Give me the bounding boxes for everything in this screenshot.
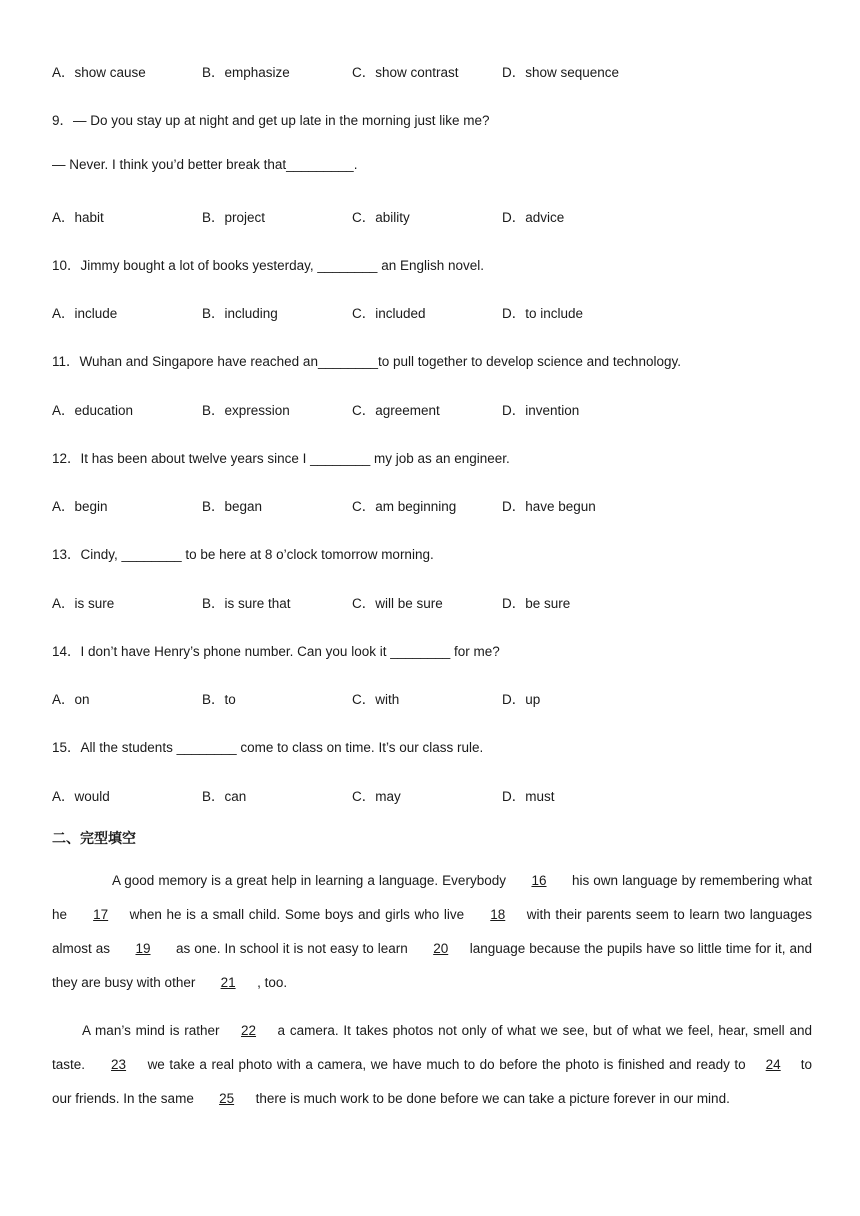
option-d: D．be sure [502, 596, 571, 611]
option-a: A．education [52, 403, 134, 418]
question-13: 13．Cindy, ________ to be here at 8 o’clock tomorrow morning. [52, 547, 434, 562]
option-c: C．may [352, 789, 401, 804]
blank-19[interactable]: 19 [135, 941, 151, 956]
blank-25[interactable]: 25 [219, 1091, 235, 1106]
option-a: A．is sure [52, 596, 115, 611]
option-a: A．begin [52, 499, 108, 514]
passage-text: his own language by remembering what he [52, 873, 812, 922]
option-b: B．can [202, 789, 247, 804]
question-12: 12．It has been about twelve years since I ________ my job as an engineer. [52, 451, 510, 466]
blank-24[interactable]: 24 [765, 1057, 781, 1072]
option-a: A．would [52, 789, 110, 804]
option-b: B．to [202, 692, 236, 707]
blank-16[interactable]: 16 [531, 873, 547, 888]
passage-text: to our friends. In the same [52, 1057, 812, 1106]
option-b: B．emphasize [202, 65, 290, 80]
passage-text: there is much work to be done before we can take a picture forever in our mind. [255, 1091, 730, 1106]
passage-text: as one. In school it is not easy to learn [172, 941, 412, 956]
passage-text: when he is a small child. Some boys and girls who live [129, 907, 469, 922]
option-b: B．project [202, 210, 266, 225]
blank-17[interactable]: 17 [93, 907, 109, 922]
question-14: 14．I don’t have Henry’s phone number. Can you look it ________ for me? [52, 644, 500, 659]
option-d: D．invention [502, 403, 580, 418]
blank-21[interactable]: 21 [220, 975, 236, 990]
q11-options [52, 399, 812, 419]
option-a: A．on [52, 692, 90, 707]
option-c: C．agreement [352, 403, 440, 418]
passage-text: a camera. It takes photos not only of what we see, but of what we feel, hear, smell and taste. [52, 1023, 812, 1072]
q15-options [52, 785, 812, 805]
q10-options [52, 302, 812, 322]
option-b: B．expression [202, 403, 290, 418]
blank-18[interactable]: 18 [490, 907, 506, 922]
option-a: A．include [52, 306, 118, 321]
option-a: A．show cause [52, 65, 146, 80]
option-d: D．show sequence [502, 65, 620, 80]
q9-options [52, 206, 812, 226]
option-b: B．began [202, 499, 263, 514]
section-title: 二、完型填空 [52, 830, 136, 846]
q8-options [52, 61, 812, 81]
q12-options [52, 495, 812, 515]
option-d: D．to include [502, 306, 584, 321]
blank-20[interactable]: 20 [433, 941, 449, 956]
passage-text: , too. [257, 975, 288, 990]
q14-options [52, 688, 812, 708]
question-9-line-2: — Never. I think you’d better break that_________. [52, 157, 358, 172]
option-c: C．ability [352, 210, 410, 225]
option-d: D．must [502, 789, 555, 804]
option-c: C．show contrast [352, 65, 459, 80]
passage-text: with their parents seem to learn two languages almost as [52, 907, 812, 956]
option-d: D．have begun [502, 499, 596, 514]
option-d: D．advice [502, 210, 565, 225]
blank-23[interactable]: 23 [111, 1057, 127, 1072]
q13-options [52, 592, 812, 612]
option-c: C．am beginning [352, 499, 457, 514]
option-d: D．up [502, 692, 541, 707]
question-9-line-1: 9．— Do you stay up at night and get up late in the morning just like me? [52, 113, 490, 128]
question-15: 15．All the students ________ come to class on time. It’s our class rule. [52, 740, 484, 755]
option-c: C．with [352, 692, 400, 707]
blank-22[interactable]: 22 [241, 1023, 257, 1038]
passage-text: A good memory is a great help in learning a language. Everybody [112, 873, 510, 888]
passage-paragraph-1 [52, 864, 812, 1000]
option-b: B．including [202, 306, 278, 321]
passage-text: we take a real photo with a camera, we have much to do before the photo is finished and ready to [147, 1057, 751, 1072]
passage-paragraph-2 [52, 1014, 812, 1116]
option-c: C．will be sure [352, 596, 443, 611]
question-11: 11．Wuhan and Singapore have reached an________to pull together to develop science and technology. [52, 354, 681, 369]
option-c: C．included [352, 306, 426, 321]
option-b: B．is sure that [202, 596, 291, 611]
question-10: 10．Jimmy bought a lot of books yesterday, ________ an English novel. [52, 258, 485, 273]
passage-text: A man’s mind is rather [82, 1023, 220, 1038]
passage-text: language because the pupils have so little time for it, and they are busy with other [52, 941, 812, 990]
option-a: A．habit [52, 210, 104, 225]
